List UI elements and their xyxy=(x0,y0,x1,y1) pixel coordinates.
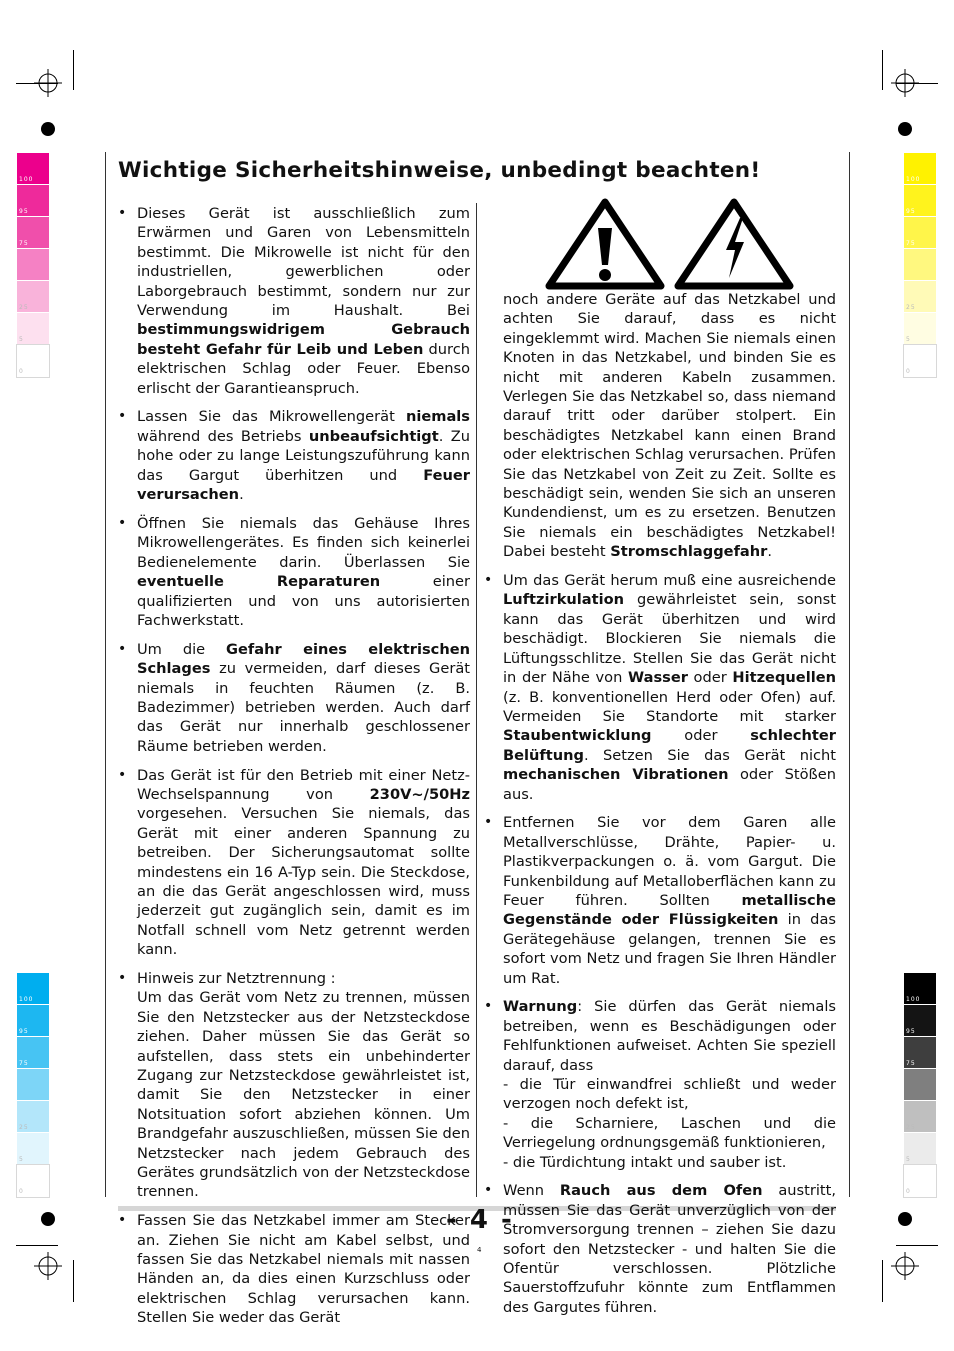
register-dot xyxy=(41,1212,55,1226)
swatch-label: 95 xyxy=(19,208,29,215)
right-frame-line xyxy=(849,152,850,1197)
text-run: Lassen Sie das Mikrowellengerät xyxy=(137,408,406,426)
color-bar-magenta xyxy=(17,153,49,377)
color-swatch xyxy=(17,249,49,281)
color-swatch xyxy=(17,1037,49,1069)
bullet-text xyxy=(137,766,470,960)
left-frame-line xyxy=(105,152,106,1197)
text-run: Wenn xyxy=(503,1182,560,1200)
text-run: - die Scharniere, Laschen und die Verriegelung ordnungsgemäß funktionieren, xyxy=(503,1114,836,1152)
text-run: Fassen Sie das Netzkabel immer am Stecker an. Ziehen Sie nicht am Kabel selbst, und fassen Sie das Netzkabel niemals mit nassen Händen an, da dies einen Kurzschluss oder elektrischen Schlag verursachen kann. Stellen Sie weder das Gerät xyxy=(137,1212,470,1327)
color-swatch xyxy=(17,1069,49,1101)
bullet-item xyxy=(118,407,470,504)
text-run: gewährleistet sein, sonst kann das Gerät überhitzen und wird beschädigt. Blockieren Sie niemals die Lüftungsschlitze. Stellen Sie das Gerät nicht in der Nähe von xyxy=(503,591,836,687)
swatch-label: 100 xyxy=(906,176,921,183)
color-swatch xyxy=(17,973,49,1005)
bullet-text xyxy=(137,407,470,504)
bullet-text xyxy=(503,1181,836,1317)
swatch-label: 5 xyxy=(19,336,24,343)
footer-small-number: 4 xyxy=(477,1246,482,1254)
text-run: . Setzen Sie das Gerät nicht xyxy=(583,746,836,764)
color-swatch xyxy=(17,1005,49,1037)
swatch-label: 5 xyxy=(19,1156,24,1163)
color-swatch xyxy=(904,217,936,249)
left-column xyxy=(118,204,470,1337)
bullet-text xyxy=(503,571,836,804)
bullet-item xyxy=(484,571,836,804)
text-run: - die Türdichtung intakt und sauber ist. xyxy=(503,1153,787,1171)
color-swatch xyxy=(904,281,936,313)
bold-text: Staubentwicklung xyxy=(503,727,652,745)
text-run: . Zu hohe oder zu lange Leistungszuführung kann das Gargut überhitzen und xyxy=(137,427,470,484)
right-column xyxy=(484,290,836,1327)
swatch-label: 95 xyxy=(906,1028,916,1035)
color-swatch xyxy=(17,345,49,377)
swatch-label: 95 xyxy=(19,1028,29,1035)
color-swatch xyxy=(904,249,936,281)
text-run: (z. B. konventionellen Herd oder Ofen) auf. Vermeiden Sie Standorte mit starker xyxy=(503,688,836,725)
bold-text: niemals xyxy=(405,408,470,426)
bold-text: Wasser xyxy=(628,669,688,687)
text-run: in das Gerätegehäuse gelangen, trennen Sie es sofort vom Netz und fragen Sie Ihren Händler um Rat. xyxy=(503,911,836,987)
swatch-label: 100 xyxy=(19,996,34,1003)
page-number: - 4 - xyxy=(446,1205,514,1235)
bold-text: bestimmungswidrigem Gebrauch besteht Gefahr für Leib und Leben xyxy=(137,321,470,358)
text-run: einer qualifizierten und von uns autorisierten Fachwerkstatt. xyxy=(137,573,470,629)
color-bar-black xyxy=(904,973,936,1197)
registration-mark-icon xyxy=(34,1252,62,1280)
bullet-icon: • xyxy=(118,766,127,783)
bullet-item xyxy=(484,1181,836,1317)
bold-text: 230V~/50Hz xyxy=(369,785,470,803)
bullet-icon: • xyxy=(484,1182,493,1199)
swatch-label: 0 xyxy=(19,368,24,375)
bullet-text xyxy=(137,514,470,630)
swatch-label: 0 xyxy=(906,368,911,375)
text-run: : Sie dürfen das Gerät niemals betreiben, wenn es Beschädigungen oder Fehlfunktionen aufweiset. Achten Sie speziell darauf, dass xyxy=(503,998,836,1074)
bold-text: metallische Gegenstände oder Flüssigkeiten xyxy=(503,891,836,929)
swatch-label: 75 xyxy=(19,240,29,247)
bullet-icon: • xyxy=(484,814,493,831)
bullet-item xyxy=(118,766,470,960)
bullet-item xyxy=(118,1211,470,1327)
bullet-icon: • xyxy=(484,572,493,589)
color-swatch xyxy=(17,1101,49,1133)
bold-text: Hitzequellen xyxy=(732,669,836,687)
color-swatch xyxy=(904,1165,936,1197)
color-swatch xyxy=(904,345,936,377)
text-run: oder Stößen aus. xyxy=(503,766,836,803)
text-run: Entfernen Sie vor dem Garen alle Metallverschlüsse, Drähte, Papier- u. Plastikverpackungen o. ä. vom Gargut. Die Funkenbildung auf Metalloberflächen kann zu Feuer führen. Sollten xyxy=(503,814,836,909)
text-run: oder xyxy=(651,727,751,745)
bold-text: eventuelle Reparaturen xyxy=(137,573,381,591)
text-run: Dieses Gerät ist ausschließlich zum Erwärmen und Garen von Lebensmitteln bestimmt. Die Mikrowelle ist nicht für den industriellen, gewerblichen oder Laborgebrauch bestimmt, sondern nur zur Verwendung im Haushalt. Bei xyxy=(137,205,470,320)
bullet-item xyxy=(118,640,470,756)
swatch-label: 25 xyxy=(19,304,29,311)
text-run: Um das Gerät herum muß eine ausreichende xyxy=(503,572,836,590)
bullet-icon: • xyxy=(484,998,493,1015)
bullet-text xyxy=(137,204,470,398)
text-run: Öffnen Sie niemals das Gehäuse Ihres Mikrowellengerätes. Es finden sich keinerlei Bedienelemente darin. Überlassen Sie xyxy=(137,514,470,571)
color-swatch xyxy=(904,185,936,217)
color-swatch xyxy=(904,1133,936,1165)
register-dot xyxy=(898,1212,912,1226)
bullet-item xyxy=(118,969,470,1202)
color-swatch xyxy=(904,313,936,345)
color-swatch xyxy=(17,281,49,313)
bullet-icon: • xyxy=(118,969,127,986)
bold-text: Rauch aus dem Ofen xyxy=(559,1182,763,1200)
right-bullet-list xyxy=(484,571,836,1317)
continuation-bold: Stromschlaggefahr xyxy=(610,543,768,561)
bullet-item xyxy=(484,997,836,1172)
bullet-text xyxy=(503,997,836,1172)
page-title: Wichtige Sicherheitshinweise, unbedingt beachten! xyxy=(118,158,761,183)
swatch-label: 25 xyxy=(19,1124,29,1131)
swatch-label: 25 xyxy=(906,304,916,311)
bullet-text xyxy=(503,813,836,988)
bold-text: Feuer verursachen xyxy=(137,466,470,504)
bullet-icon: • xyxy=(118,408,127,425)
bold-text: Gefahr eines elektrischen Schlages xyxy=(137,640,470,678)
warning-exclamation-icon xyxy=(545,198,665,290)
swatch-label: 75 xyxy=(19,1060,29,1067)
bold-text: mechanischen Vibrationen xyxy=(503,766,729,784)
text-run: vorgesehen. Versuchen Sie niemals, das Gerät mit einer anderen Spannung zu betreiben. Der Sicherungsautomat sollte mindestens ein 16 A-Typ sein. Die Steckdose, an die das Gerät angeschlossen wird, muss jederzeit gut zugänglich sein, damit es im Notfall schnell vom Netz getrennt werden kann. xyxy=(137,805,470,959)
color-swatch xyxy=(17,313,49,345)
registration-mark-icon xyxy=(891,69,919,97)
color-bar-yellow xyxy=(904,153,936,377)
register-dot xyxy=(41,122,55,136)
text-run: austritt, müssen Sie das Gerät unverzüglich von der Stromversorgung trennen – ziehen Sie dazu sofort den Netzstecker - und halten Sie die Ofentür verschlossen. Plötzliche Sauerstoffzufuhr könnte zum Entflammen des Gargutes führen. xyxy=(503,1182,837,1316)
color-swatch xyxy=(17,185,49,217)
registration-mark-icon xyxy=(34,69,62,97)
registration-mark-icon xyxy=(891,1252,919,1280)
bullet-text xyxy=(137,969,470,1202)
bullet-icon: • xyxy=(118,640,127,657)
text-run: Um das Gerät vom Netz zu trennen, müssen Sie den Netzstecker aus der Netzsteckdose ziehen. Daher müssen Sie das Gerät so aufstellen, dass stets ein unbehinderter Zugang zur Netzsteckdose gewährleistet ist, damit Sie den Netzstecker in einer Notsituation sofort abziehen können. Um Brandgefahr auszuschließen, müssen Sie den Netzstecker nach jedem Gebrauch des Gerätes grundsätzlich von der Netzsteckdose trennen. xyxy=(137,989,471,1201)
text-run: Hinweis zur Netztrennung : xyxy=(137,969,336,987)
text-run: - die Tür einwandfrei schließt und weder verzogen noch defekt ist, xyxy=(503,1076,836,1113)
color-swatch xyxy=(17,1133,49,1165)
continuation-text: noch andere Geräte auf das Netzkabel und achten Sie darauf, dass es nicht eingeklemmt wird. Machen Sie niemals einen Knoten in das Netzkabel, und binden Sie es nicht mit anderen Kabeln zusammen. Verlegen Sie das Netzkabel so, dass niemand darauf tritt oder darüber stolpert. Ein beschädigtes Netzkabel kann einen Brand oder elektrischen Schlag verursachen. Prüfen Sie das Netzkabel von Zeit zu Zeit. Sollte es beschädigt sein, wenden Sie sich an unseren Kundendienst, um es zu ersetzen. Benutzen Sie niemals ein beschädigtes Netzkabel! Dabei besteht xyxy=(503,291,836,561)
column-divider xyxy=(476,203,477,1197)
color-swatch xyxy=(904,1005,936,1037)
high-voltage-icon xyxy=(674,198,794,290)
color-swatch xyxy=(17,153,49,185)
text-run: Um die xyxy=(137,640,227,658)
color-swatch xyxy=(904,1069,936,1101)
color-swatch xyxy=(17,1165,49,1197)
swatch-label: 5 xyxy=(906,1156,911,1163)
text-run: zu vermeiden, darf dieses Gerät niemals in feuchten Räumen (z. B. Badezimmer) betrieben werden. Auch darf das Gerät nur innerhalb geschlossener Räume betrieben werden. xyxy=(137,660,470,755)
color-bar-cyan xyxy=(17,973,49,1197)
swatch-label: 0 xyxy=(19,1188,24,1195)
swatch-label: 75 xyxy=(906,240,916,247)
bullet-item xyxy=(484,813,836,988)
text-run: . xyxy=(239,486,244,504)
bullet-item xyxy=(118,514,470,630)
text-run: durch elektrischen Schlag oder Feuer. Ebenso erlischt der Garantieanspruch. xyxy=(137,340,470,397)
color-swatch xyxy=(904,1037,936,1069)
swatch-label: 100 xyxy=(906,996,921,1003)
swatch-label: 95 xyxy=(906,208,916,215)
text-run: während des Betriebs xyxy=(137,427,309,445)
text-run: oder xyxy=(687,669,733,687)
bullet-icon: • xyxy=(118,1212,127,1229)
swatch-label: 25 xyxy=(906,1124,916,1131)
bullet-text xyxy=(137,640,470,756)
bold-text: Luftzirkulation xyxy=(503,591,625,609)
bold-text: unbeaufsichtigt xyxy=(308,427,439,445)
swatch-label: 5 xyxy=(906,336,911,343)
color-swatch xyxy=(904,1101,936,1133)
bold-text: schlechter Belüftung xyxy=(503,727,836,764)
bullet-item xyxy=(118,204,470,398)
bullet-text xyxy=(137,1211,470,1327)
text-run: Das Gerät ist für den Betrieb mit einer Netz-Wechselspannung von xyxy=(137,766,470,803)
color-swatch xyxy=(904,973,936,1005)
register-dot xyxy=(898,122,912,136)
swatch-label: 100 xyxy=(19,176,34,183)
bold-text: Warnung xyxy=(503,998,578,1016)
color-swatch xyxy=(904,153,936,185)
color-swatch xyxy=(17,217,49,249)
bullet-icon: • xyxy=(118,514,127,531)
bullet-icon: • xyxy=(118,205,127,221)
continuation-paragraph: noch andere Geräte auf das Netzkabel und achten Sie darauf, dass es nicht eingeklemmt wird. Machen Sie niemals einen Knoten in das Netzkabel, und binden Sie es nicht mit anderen Kabeln zusammen. Verlegen Sie das Netzkabel so, dass niemand darauf tritt oder darüber stolpert. Ein beschädigtes Netzkabel kann einen Brand oder elektrischen Schlag verursachen. Prüfen Sie das Netzkabel von Zeit zu Zeit. Sollte es beschädigt sein, wenden Sie sich an unseren Kundendienst, um es zu ersetzen. Benutzen Sie niemals ein beschädigtes Netzkabel! Dabei besteht Stromschlaggefahr. xyxy=(503,291,836,561)
swatch-label: 0 xyxy=(906,1188,911,1195)
swatch-label: 75 xyxy=(906,1060,916,1067)
